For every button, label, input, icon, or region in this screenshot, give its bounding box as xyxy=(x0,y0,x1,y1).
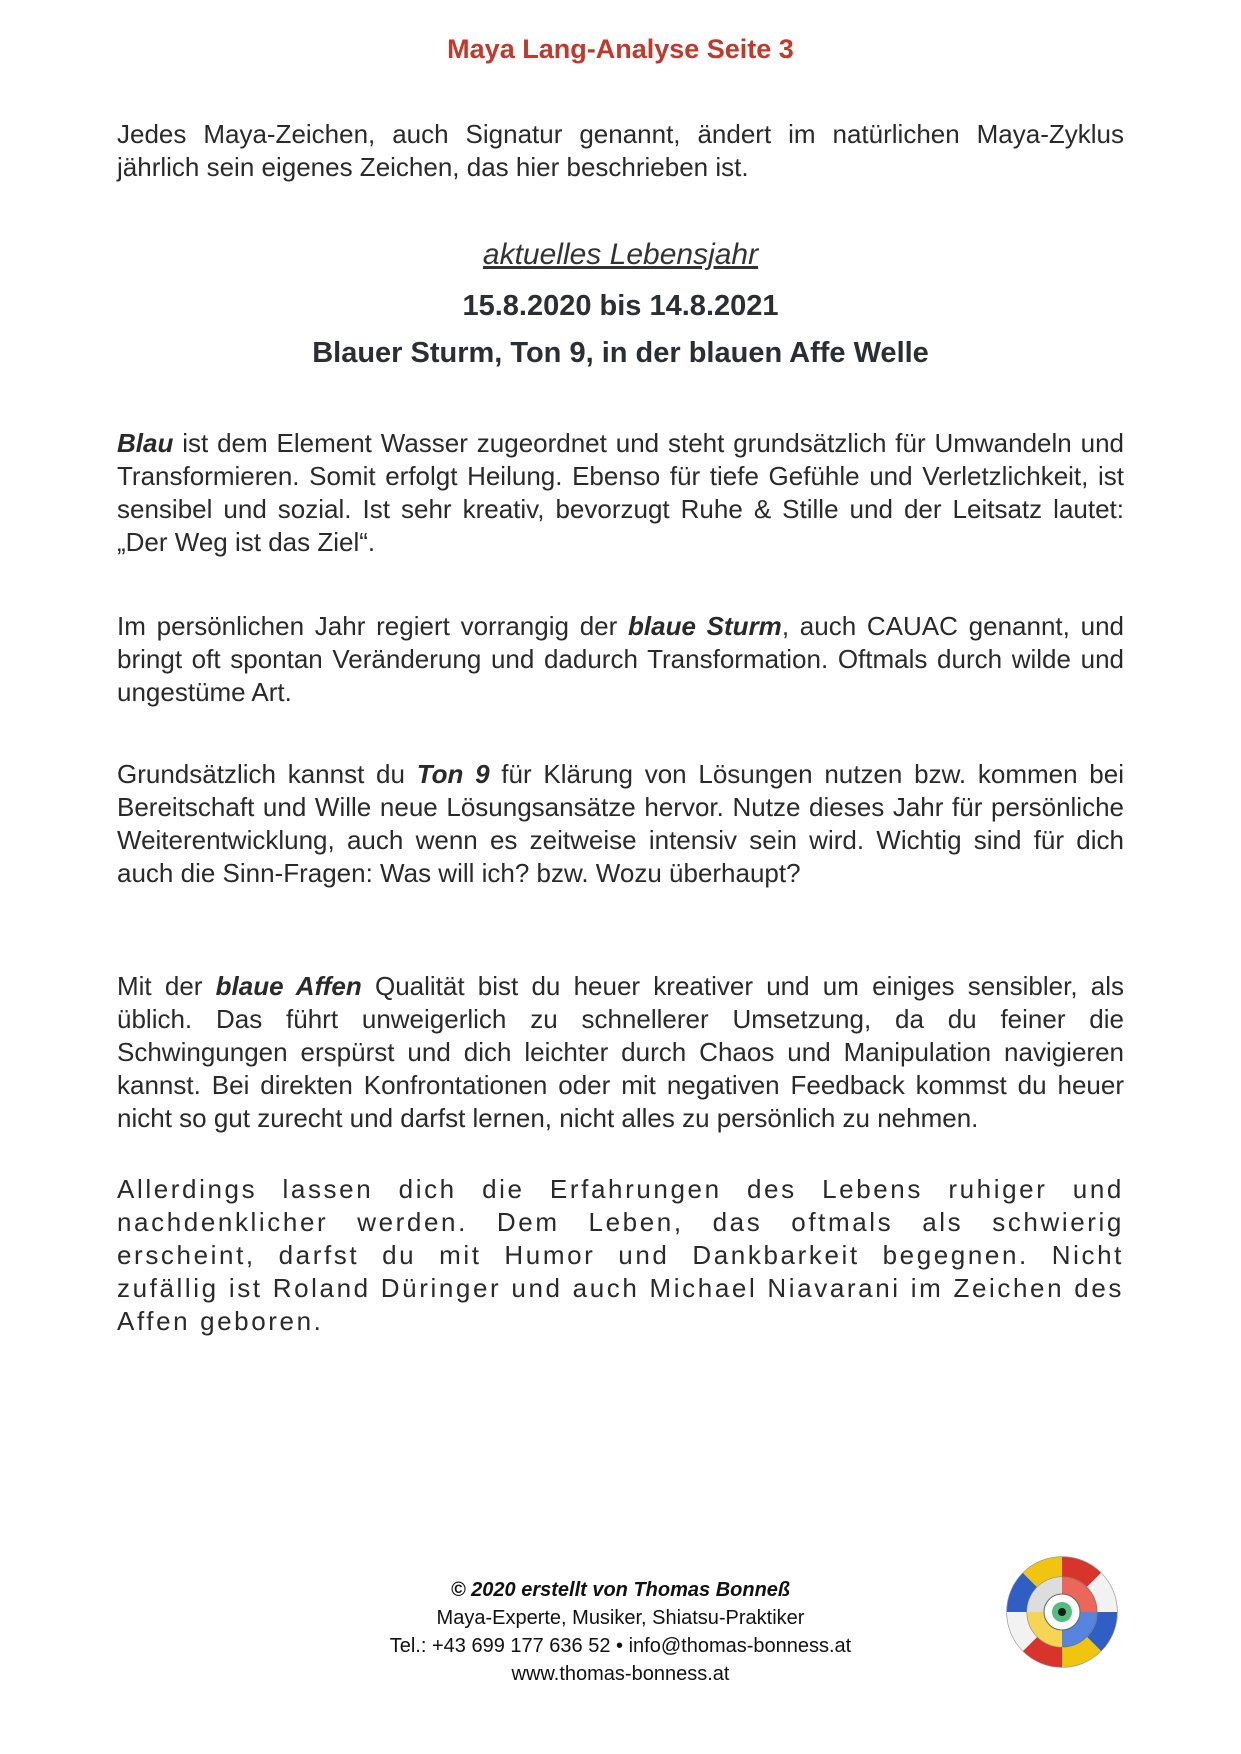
footer-role: Maya-Experte, Musiker, Shiatsu-Praktiker xyxy=(436,1607,805,1629)
tone-paragraph xyxy=(117,758,1124,890)
storm-paragraph xyxy=(117,610,1124,709)
color-text: ist dem Element Wasser zugeordnet und steht grundsätzlich für Umwandeln und Transformieren. Somit erfolgt Heilung. Ebenso für tiefe Gefühle und Verletzlichkeit, ist sensibel und sozial. Ist sehr kreativ, bevorzugt Ruhe & Stille und der Leitsatz lautet: „Der Weg ist das Ziel“. xyxy=(117,428,1124,557)
monkey-emphasis: blaue Affen xyxy=(215,971,362,1001)
tone-section xyxy=(117,758,1124,890)
monkey-text-before: Mit der xyxy=(117,971,216,1001)
storm-text-after: , auch CAUAC genannt, und bringt oft spontan Veränderung und dadurch Transformation. Oftmals durch wilde und ungestüme Art. xyxy=(117,611,1124,707)
footer-contact: Tel.: +43 699 177 636 52 • info@thomas-bonness.at xyxy=(389,1635,852,1657)
storm-emphasis: blaue Sturm xyxy=(628,611,782,641)
life-section xyxy=(117,1173,1124,1338)
year-range: 15.8.2020 bis 14.8.2021 xyxy=(462,290,779,322)
maya-calendar-wheel-icon xyxy=(1006,1556,1118,1668)
footer-credit: © 2020 erstellt von Thomas Bonneß xyxy=(450,1579,791,1601)
year-label: aktuelles Lebensjahr xyxy=(482,238,759,271)
color-section xyxy=(117,427,1124,559)
intro-section xyxy=(117,118,1124,184)
tone-text-before: Grundsätzlich kannst du xyxy=(117,759,417,789)
life-paragraph xyxy=(117,1173,1124,1338)
tone-text-after: für Klärung von Lösungen nutzen bzw. kommen bei Bereitschaft und Wille neue Lösungsansätze hervor. Nutze dieses Jahr für persönliche Weiterentwicklung, auch wenn es zeitweise intensiv sein wird. Wichtig sind für dich auch die Sinn-Fragen: Was will ich? bzw. Wozu überhaupt? xyxy=(117,759,1124,888)
tone-emphasis: Ton 9 xyxy=(416,759,490,789)
life-text: Allerdings lassen dich die Erfahrungen des Lebens ruhiger und nachdenklicher werden. Dem Leben, das oftmals als schwierig erscheint, darfst du mit Humor und Dankbarkeit begegnen. Nicht zufällig ist Roland Düringer und auch Michael Niavarani im Zeichen des Affen geboren. xyxy=(117,1174,1124,1336)
year-sign: Blauer Sturm, Ton 9, in der blauen Affe Welle xyxy=(312,337,929,369)
storm-text-before: Im persönlichen Jahr regiert vorrangig der xyxy=(117,611,629,641)
footer-web: www.thomas-bonness.at xyxy=(511,1663,730,1685)
color-paragraph xyxy=(117,427,1124,559)
monkey-text-after: Qualität bist du heuer kreativer und um einiges sensibler, als üblich. Das führt unweigerlich zu schnellerer Umsetzung, da du feiner die Schwingungen erspürst und dich leichter durch Chaos und Manipulation navigieren kannst. Bei direkten Konfrontationen oder mit negativen Feedback kommst du heuer nicht so gut zurecht und darfst lernen, nicht alles zu persönlich zu nehmen. xyxy=(117,971,1124,1133)
page-title: Maya Lang-Analyse Seite 3 xyxy=(447,34,794,64)
intro-paragraph: Jedes Maya-Zeichen, auch Signatur genannt, ändert im natürlichen Maya-Zyklus jährlich sein eigenes Zeichen, das hier beschrieben ist. xyxy=(117,119,1124,182)
storm-section xyxy=(117,610,1124,709)
monkey-section xyxy=(117,970,1124,1135)
color-emphasis: Blau xyxy=(117,428,174,458)
monkey-paragraph xyxy=(117,970,1124,1135)
